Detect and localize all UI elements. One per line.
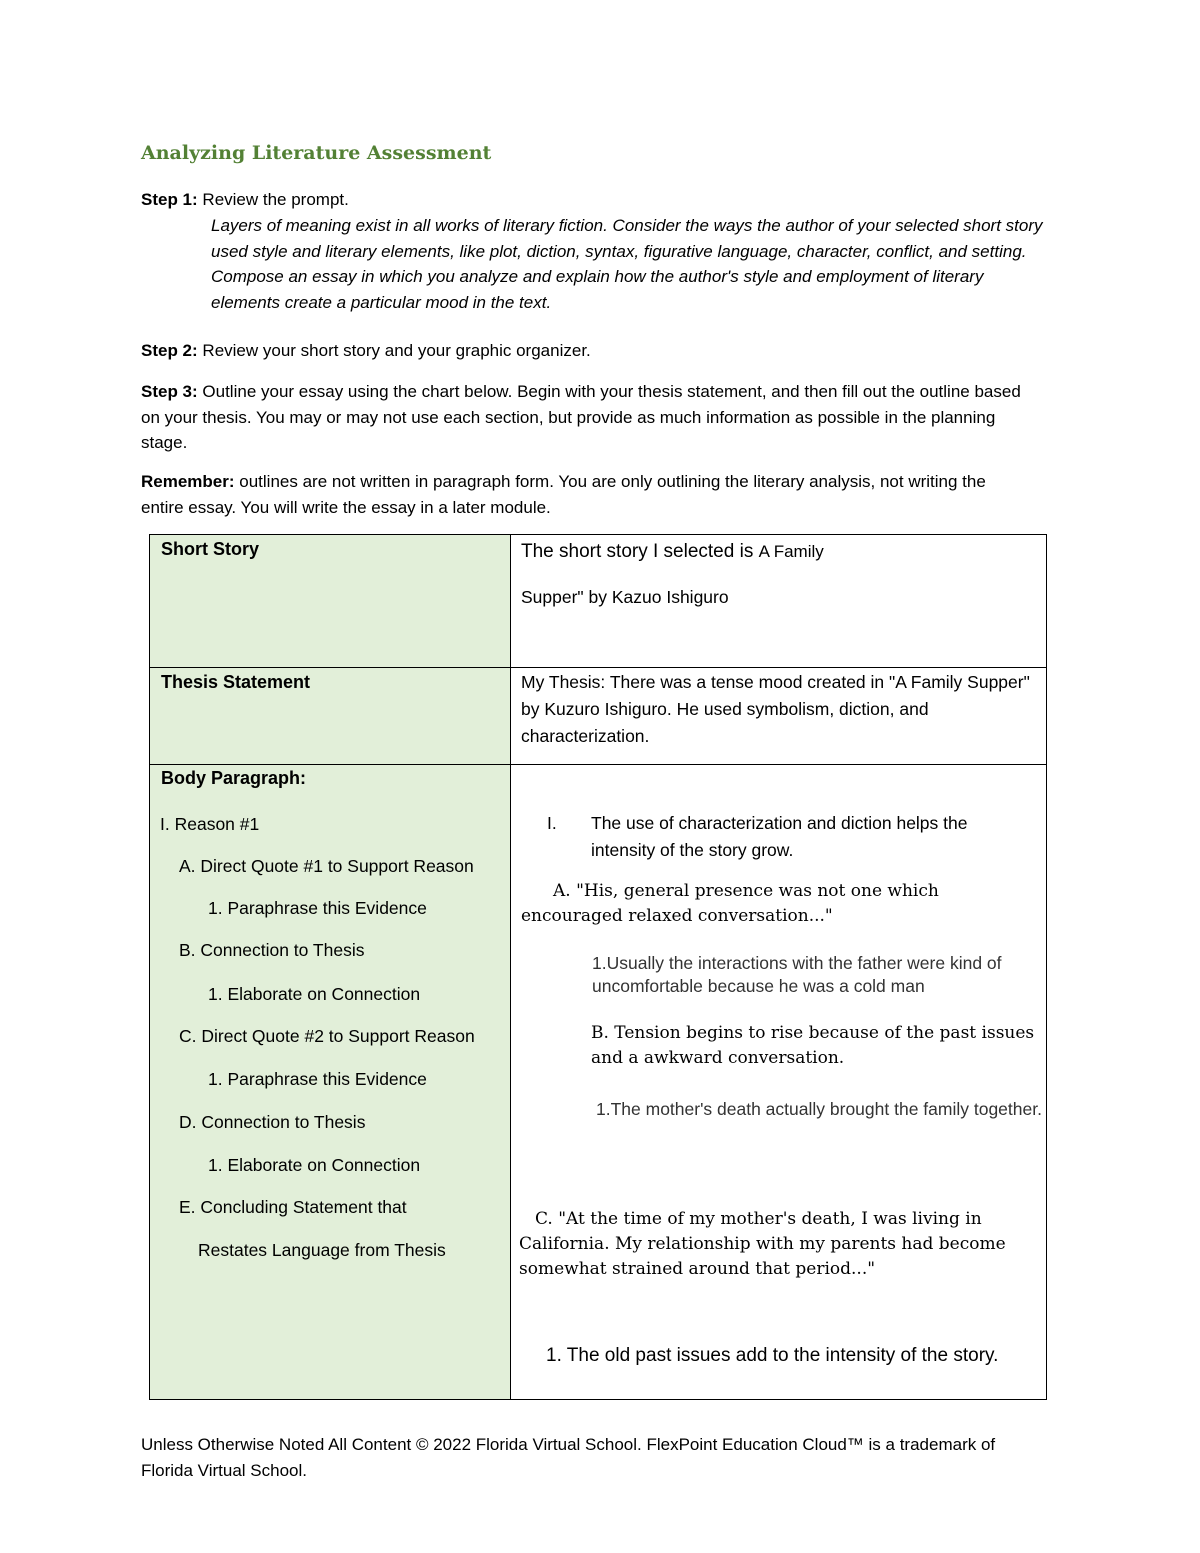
remember-text: outlines are not written in paragraph form. You are only outlining the literary analysis, not writing the entire essay. You will write the essay in a later module. bbox=[141, 472, 986, 517]
table-row-short-story bbox=[150, 535, 1047, 668]
elaborate-b-answer: 1.The mother's death actually brought the family together. bbox=[596, 1099, 1042, 1119]
outline-item: Restates Language from Thesis bbox=[198, 1240, 446, 1260]
outline-table bbox=[149, 534, 1047, 1400]
reason-number: I. bbox=[547, 813, 557, 833]
step-3 bbox=[141, 379, 1021, 456]
thesis-label-cell bbox=[150, 668, 511, 765]
step-2 bbox=[141, 338, 591, 364]
paraphrase-a-answer: 1.Usually the interactions with the father were kind of uncomfortable because he was a cold man bbox=[592, 953, 1002, 996]
outline-item: A. Direct Quote #1 to Support Reason bbox=[179, 856, 474, 876]
short-story-label: Short Story bbox=[161, 539, 260, 559]
step-1 bbox=[141, 187, 349, 213]
thesis-answer: My Thesis: There was a tense mood created in "A Family Supper" by Kuzuro Ishiguro. He used symbolism, diction, and characterization. bbox=[521, 672, 1030, 746]
outline-item: C. Direct Quote #2 to Support Reason bbox=[179, 1026, 475, 1046]
short-story-title-start: A Family bbox=[758, 542, 824, 561]
step-2-text: Review your short story and your graphic organizer. bbox=[197, 341, 591, 360]
reason-1-answer: The use of characterization and diction helps the intensity of the story grow. bbox=[591, 813, 968, 860]
paraphrase-c-answer: 1. The old past issues add to the intensity of the story. bbox=[546, 1345, 999, 1366]
step-3-text: Outline your essay using the chart below. Begin with your thesis statement, and then fill out the outline based on your thesis. You may or may not use each section, but provide as much information as possible in the planning stage. bbox=[141, 382, 1021, 452]
short-story-answer-line2: Supper" by Kazuo Ishiguro bbox=[521, 587, 729, 607]
table-row-thesis bbox=[150, 668, 1047, 765]
short-story-answer-cell[interactable] bbox=[511, 535, 1047, 668]
outline-item: 1. Paraphrase this Evidence bbox=[208, 898, 427, 918]
outline-item: E. Concluding Statement that bbox=[179, 1197, 407, 1217]
step-3-label: Step 3: bbox=[141, 382, 198, 401]
step-2-label: Step 2: bbox=[141, 341, 198, 360]
quote-a-answer: A. "His, general presence was not one which encouraged relaxed conversation..." bbox=[521, 881, 939, 926]
document-title: Analyzing Literature Assessment bbox=[141, 142, 492, 164]
short-story-answer-line1 bbox=[521, 538, 824, 565]
outline-item: 1. Elaborate on Connection bbox=[208, 1155, 421, 1175]
step-1-label: Step 1: bbox=[141, 190, 198, 209]
table-row-body bbox=[150, 765, 1047, 1400]
outline-item: B. Connection to Thesis bbox=[179, 940, 365, 960]
short-story-label-cell bbox=[150, 535, 511, 668]
remember-label: Remember: bbox=[141, 472, 235, 491]
body-outline-cell bbox=[150, 765, 511, 1400]
outline-item: 1. Paraphrase this Evidence bbox=[208, 1069, 427, 1089]
short-story-intro: The short story I selected is bbox=[521, 541, 759, 562]
body-answer-cell[interactable] bbox=[511, 765, 1047, 1400]
body-paragraph-label: Body Paragraph: bbox=[161, 768, 307, 788]
quote-c-answer: C. "At the time of my mother's death, I was living in California. My relationship with my parents had become somewhat strained around that period..." bbox=[519, 1209, 1006, 1279]
remember-note bbox=[141, 469, 1021, 520]
step-1-text: Review the prompt. bbox=[197, 190, 349, 209]
thesis-label: Thesis Statement bbox=[161, 672, 311, 692]
copyright-footer: Unless Otherwise Noted All Content © 2022 Florida Virtual School. FlexPoint Education Cloud™ is a trademark of Florida Virtual School. bbox=[141, 1435, 996, 1480]
outline-item: I. Reason #1 bbox=[160, 814, 260, 834]
outline-item: D. Connection to Thesis bbox=[179, 1112, 366, 1132]
essay-prompt: Layers of meaning exist in all works of literary fiction. Consider the ways the author of your selected short story used style and literary elements, like plot, diction, syntax, figurative language, character, conflict, and setting. Compose an essay in which you analyze and explain how the author's style and employment of literary elements create a particular mood in the text. bbox=[211, 216, 1043, 312]
outline-item: 1. Elaborate on Connection bbox=[208, 984, 421, 1004]
connection-b-answer: B. Tension begins to rise because of the past issues and a awkward conversation. bbox=[591, 1023, 1035, 1068]
thesis-answer-cell[interactable] bbox=[511, 668, 1047, 765]
